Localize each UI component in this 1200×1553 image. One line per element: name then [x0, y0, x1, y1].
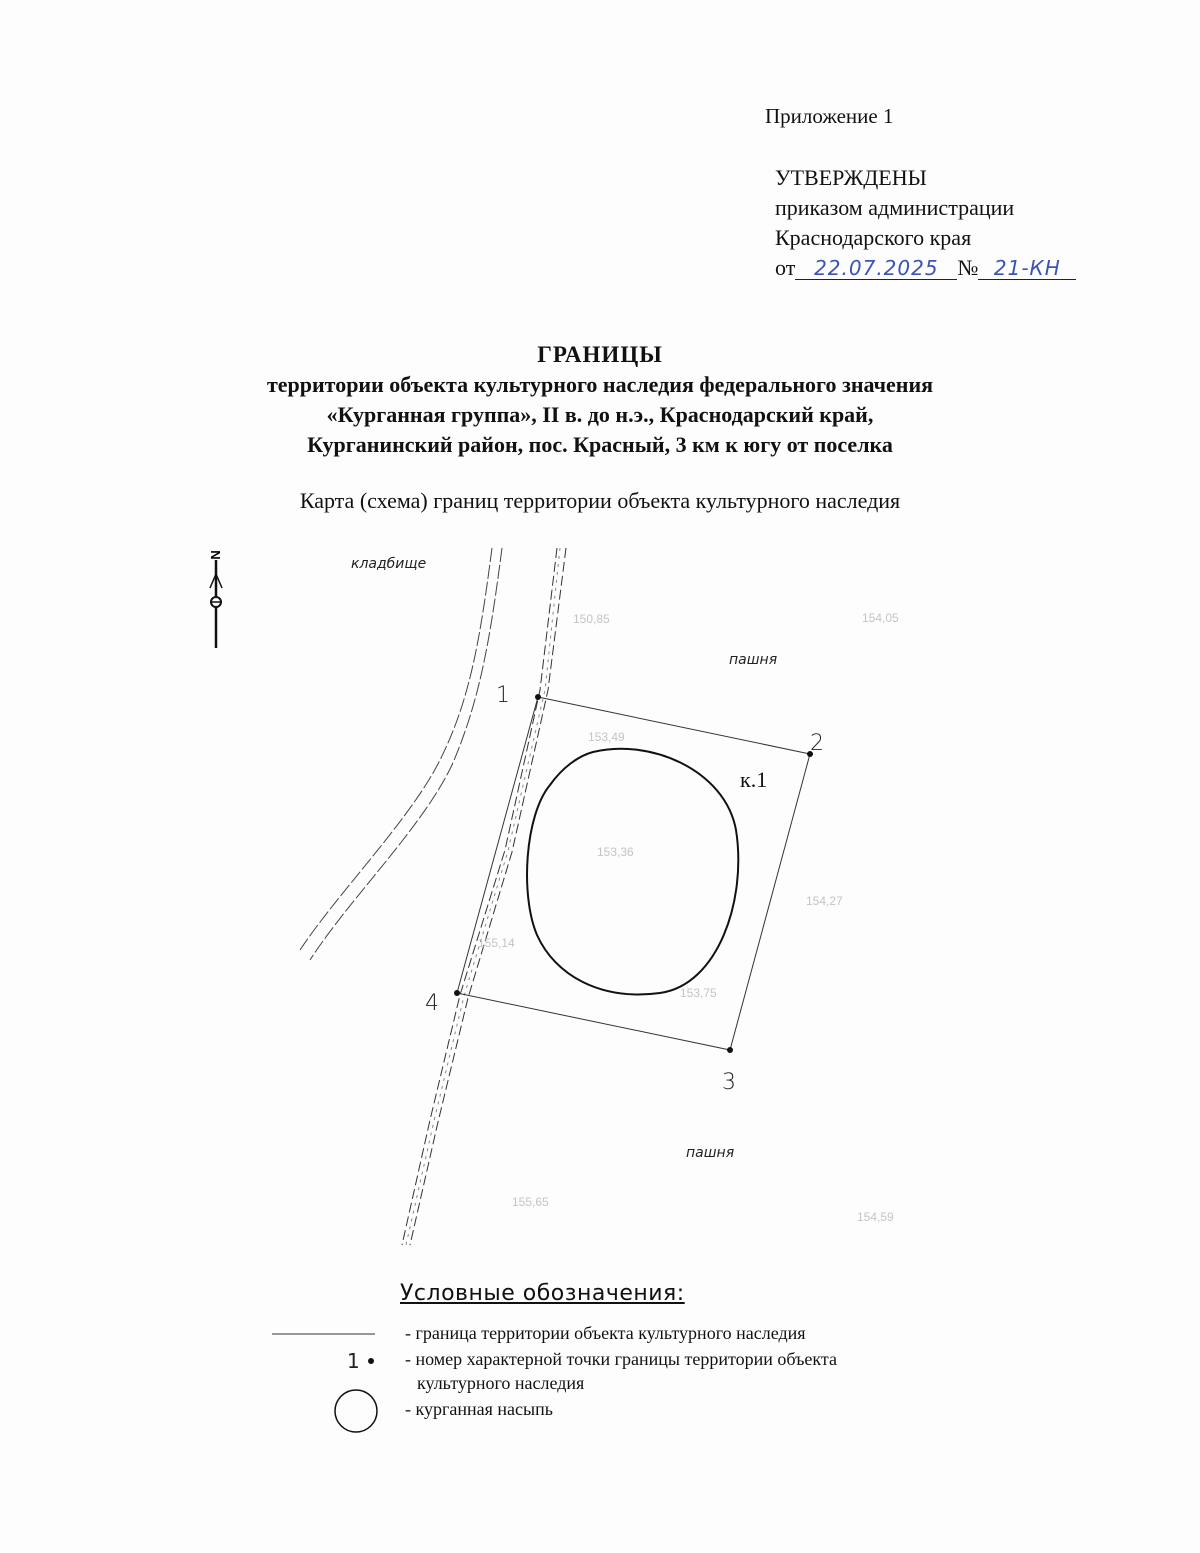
road-lines	[300, 548, 502, 960]
legend-point-line-2: культурного наследия	[417, 1373, 585, 1393]
boundary-point-3	[727, 1047, 733, 1053]
point-number-3: 3	[722, 1070, 736, 1095]
elevation-mark: 155,65	[512, 1195, 549, 1209]
legend-title: Условные обозначения:	[400, 1281, 685, 1306]
date-prefix: от	[775, 255, 796, 280]
field-label-bottom: пашня	[686, 1145, 735, 1161]
legend-point-text	[405, 1347, 837, 1395]
map-subtitle: Карта (схема) границ территории объекта культурного наследия	[299, 488, 901, 513]
date-value: 22.07.2025	[814, 256, 939, 280]
elevation-mark: 154,59	[857, 1210, 894, 1224]
field-road-lines	[402, 548, 566, 1245]
point-number-1: 1	[496, 683, 510, 708]
legend-mound-symbol	[335, 1390, 377, 1432]
legend-boundary-text: - граница территории объекта культурного наследия	[405, 1323, 806, 1343]
field-label-top: пашня	[729, 652, 778, 668]
point-number-2: 2	[810, 731, 824, 756]
elevation-mark: 154,27	[806, 894, 843, 908]
elevation-mark: 154,05	[862, 611, 899, 625]
number-value: 21-КН	[993, 256, 1061, 280]
legend-point-symbol	[368, 1358, 374, 1364]
elevation-mark: 153,49	[588, 730, 625, 744]
legend-point-line-1: - номер характерной точки границы территории объекта	[405, 1349, 837, 1369]
boundary-point-4	[454, 990, 460, 996]
title-line-1: территории объекта культурного наследия федерального значения	[266, 372, 934, 397]
order-line-1: приказом администрации	[775, 195, 1015, 220]
title-main: ГРАНИЦЫ	[537, 342, 663, 367]
title-line-3: Курганинский район, пос. Красный, 3 км к югу от поселка	[307, 432, 893, 457]
approved-heading: УТВЕРЖДЕНЫ	[775, 165, 927, 190]
cemetery-label: кладбище	[351, 556, 427, 572]
mound-label: к.1	[740, 767, 768, 792]
legend-mound-text: - курганная насыпь	[405, 1399, 553, 1419]
north-label: N	[208, 550, 223, 560]
order-line-2: Краснодарского края	[775, 225, 972, 250]
number-prefix: №	[957, 255, 979, 280]
north-arrow-icon	[208, 550, 223, 648]
title-line-2: «Курганная группа», II в. до н.э., Краснодарский край,	[326, 402, 874, 427]
elevation-mark: 153,36	[597, 845, 634, 859]
elevation-mark: 155,14	[478, 936, 515, 950]
elevation-mark: 150,85	[573, 612, 610, 626]
point-number-4: 4	[425, 991, 439, 1016]
boundary-point-1	[535, 694, 541, 700]
legend-point-number: 1	[347, 1349, 360, 1373]
mound-outline	[527, 749, 738, 995]
elevation-mark: 153,75	[680, 986, 717, 1000]
appendix-label: Приложение 1	[765, 104, 894, 128]
elevation-marks	[478, 611, 899, 1224]
